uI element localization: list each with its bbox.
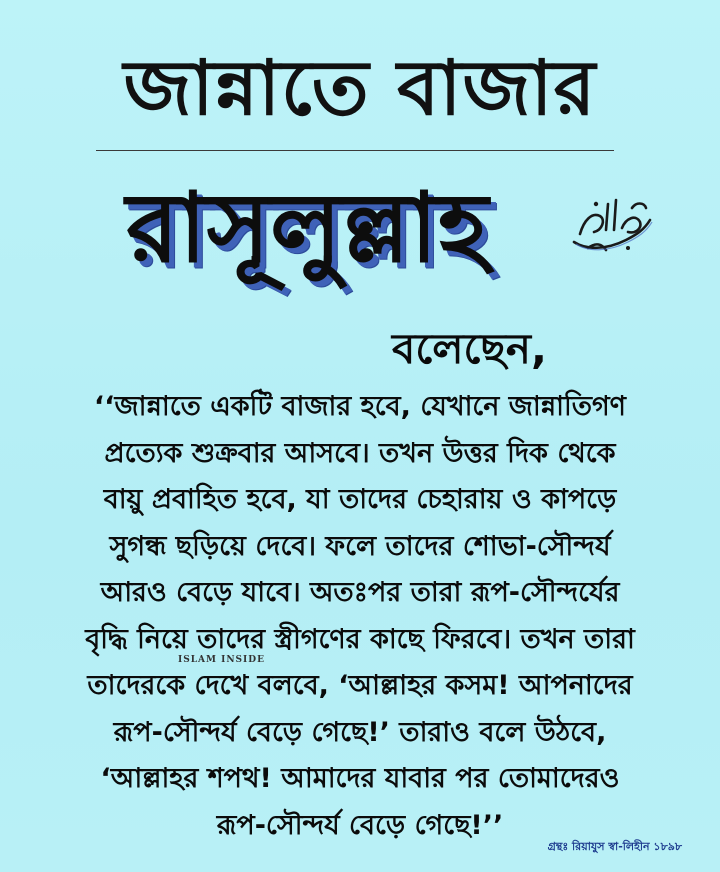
title-divider xyxy=(96,150,614,151)
quote-line: তাদেরকে দেখে বলবে, ‘আল্লাহর কসম! আপনাদের xyxy=(87,670,633,701)
quote-line: আরও বেড়ে যাবে। অতঃপর তারা রূপ-সৌন্দর্যের xyxy=(100,577,620,608)
page-title: জান্নাতে বাজার xyxy=(123,43,597,132)
quote-line: রূপ-সৌন্দর্য বেড়ে গেছে!’ তারাও বলে উঠবে, xyxy=(113,716,607,748)
quote-line: ‘‘জান্নাতে একটি বাজার হবে, যেখানে জান্নাতিগণ xyxy=(94,391,626,422)
quote-line: ‘আল্লাহর শপথ! আমাদের যাবার পর তোমাদেরও xyxy=(100,763,620,794)
watermark: ISLAM INSIDE xyxy=(178,655,265,665)
quote-line: বৃদ্ধি নিয়ে তাদের স্ত্রীগণের কাছে ফিরবে। তখন তারা xyxy=(85,623,635,655)
quote-line: প্রত্যেক শুক্রবার আসবে। তখন উত্তর দিক থেকে xyxy=(104,437,616,469)
prophet-name: রাসূলুল্লাহ xyxy=(126,172,489,284)
quote-line: বায়ু প্রবাহিত হবে, যা তাদের চেহারায় ও কাপড়ে xyxy=(103,484,617,515)
said-label: বলেছেন, xyxy=(392,324,547,373)
saw-calligraphy-icon xyxy=(566,190,656,258)
hadith-quote xyxy=(30,384,690,849)
quote-line: রূপ-সৌন্দর্য বেড়ে গেছে!’’ xyxy=(216,809,504,841)
source-citation: গ্রন্থঃ রিয়াযুস স্বা-লিহীন ১৮৯৮ xyxy=(547,840,682,853)
quote-line: সুগন্ধ ছড়িয়ে দেবে। ফলে তাদের শোভা-সৌন্দর্য xyxy=(109,530,611,562)
